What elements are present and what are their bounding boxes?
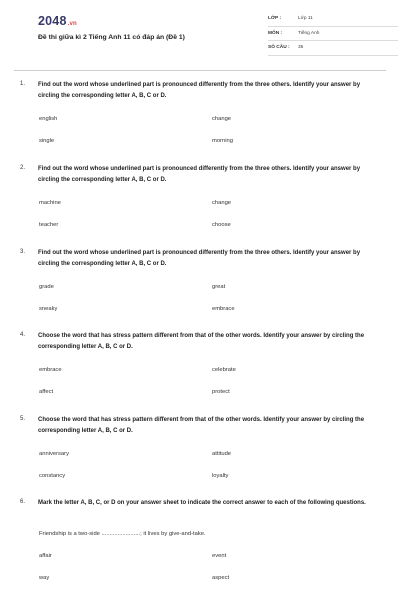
question-number: 6. [20,499,26,505]
option-b[interactable]: attitude [212,451,232,457]
question-number: 2. [20,165,26,171]
option-a[interactable]: anniversary [39,451,69,457]
question-1 [20,80,380,144]
question-text: Find out the word whose underlined part is pronounced differently from the three others. Identify your answer by circling the corresponding letter A, B, C or D. [38,166,361,183]
question-text: Find out the word whose underlined part is pronounced differently from the three others. Identify your answer by circling the corresponding letter A, B, C or D. [38,250,361,267]
option-b[interactable]: celebrate [212,367,236,373]
question-number: 3. [20,249,26,255]
meta-row-class [268,12,398,27]
logo-suffix-text: .vn [67,21,77,27]
option-d[interactable]: loyalty [212,473,229,479]
option-d[interactable]: choose [212,222,231,228]
option-c[interactable]: constancy [39,473,66,479]
option-c[interactable]: sneaky [39,306,58,312]
meta-key-subject: MÔN : [268,30,283,36]
option-d[interactable]: protect [212,389,230,395]
option-c[interactable]: affect [39,389,54,395]
meta-row-question-count [268,41,398,56]
question-2 [20,164,380,228]
option-a[interactable]: affair [39,553,52,559]
option-b[interactable]: change [212,200,232,206]
question-text: Choose the word that has stress pattern different from that of the other words. Identify your answer by circling the corresponding letter A, B, C or D. [38,333,365,350]
question-5 [20,415,380,479]
question-4 [20,331,380,395]
logo-main-text: 2048 [38,14,67,28]
meta-value-question-count: 35 [298,45,304,51]
option-c[interactable]: single [39,138,55,144]
option-a[interactable]: grade [39,284,54,290]
site-logo[interactable] [38,14,77,28]
option-b[interactable]: event [212,553,227,559]
option-a[interactable]: machine [39,200,61,206]
meta-key-question-count: SỐ CÂU : [268,45,290,51]
meta-value-subject: Tiếng Anh [298,30,320,36]
question-6 [20,498,380,581]
document-title: Đề thi giữa kì 2 Tiếng Anh 11 có đáp án (Đề 1) [38,34,185,41]
option-d[interactable]: morning [212,138,233,144]
question-sentence: Friendship is a two-side ........................; it lives by give-and-take. [39,531,206,537]
option-a[interactable]: embrace [39,367,62,373]
option-b[interactable]: change [212,116,232,122]
meta-row-subject [268,27,398,42]
meta-info-box [268,12,398,56]
header-divider [14,70,386,71]
option-d[interactable]: embrace [212,306,235,312]
option-d[interactable]: aspect [212,575,230,581]
question-text: Find out the word whose underlined part is pronounced differently from the three others. Identify your answer by circling the corresponding letter A, B, C or D. [38,82,361,99]
option-b[interactable]: great [212,284,226,290]
meta-value-class: Lớp 11 [298,16,313,22]
question-number: 5. [20,416,26,422]
meta-key-class: LỚP : [268,16,282,22]
option-c[interactable]: teacher [39,222,59,228]
page-header [18,0,382,62]
question-text: Mark the letter A, B, C, or D on your answer sheet to indicate the correct answer to each of the following questions. [38,500,366,506]
question-3 [20,248,380,312]
question-number: 1. [20,81,26,87]
question-text: Choose the word that has stress pattern different from that of the other words. Identify your answer by circling the corresponding letter A, B, C or D. [38,417,365,434]
option-c[interactable]: way [39,575,50,581]
question-number: 4. [20,332,26,338]
option-a[interactable]: english [39,116,58,122]
